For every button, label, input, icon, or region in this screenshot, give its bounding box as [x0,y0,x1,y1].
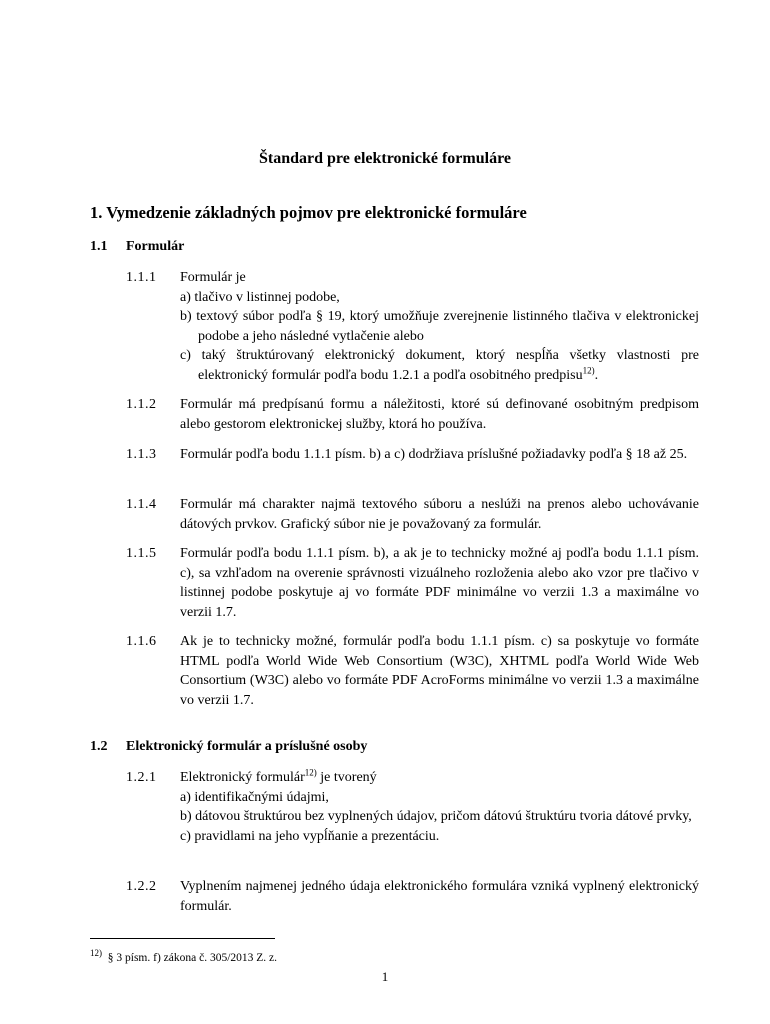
footnote-text: § 3 písm. f) zákona č. 305/2013 Z. z. [107,952,278,964]
footnote-separator [90,938,275,939]
subsection-title: Elektronický formulár a príslušné osoby [126,739,368,754]
subsection-heading-1-1 [90,239,690,259]
paragraph-text: Formulár má charakter najmä textového súboru a neslúži na prenos alebo uchovávanie dátových prvkov. Grafický súbor nie je považovaný za formulár. [180,497,699,532]
paragraph-number: 1.2.2 [126,879,157,894]
paragraph-1-2-2 [126,877,699,916]
footnote-reference[interactable]: 12) [582,364,595,375]
paragraph-1-1-4 [126,495,699,534]
subsection-title: Formulár [126,239,185,254]
list-item [180,346,699,385]
paragraph-text: Formulár podľa bodu 1.1.1 písm. b) a c) dodržiava príslušné požiadavky podľa § 18 až 25. [180,447,688,462]
paragraph-text: Ak je to technicky možné, formulár podľa bodu 1.1.1 písm. c) sa poskytuje vo formáte HTML podľa World Wide Web Consortium (W3C), XHTML podľa World Wide Web Consortium (W3C) alebo vo formáte PDF AcroForms minimálne vo verzii 1.3 a maximálne vo verzii 1.7. [180,634,699,708]
lead-text: Elektronický formulár [180,770,305,785]
paragraph-1-1-6 [126,632,699,710]
paragraph-number: 1.1.1 [126,270,157,285]
paragraph-1-1-2 [126,395,699,434]
paragraph-number: 1.1.2 [126,397,157,412]
list-item: b) dátovou štruktúrou bez vyplnených údajov, pričom dátovú štruktúru tvoria dátové prvky, [180,809,692,824]
page-number: 1 [381,969,389,984]
paragraph-number: 1.1.3 [126,447,157,462]
list-item: a) identifikačnými údajmi, [180,789,329,805]
paragraph-number: 1.1.4 [126,497,157,512]
paragraph-text: Formulár má predpísanú formu a náležitosti, ktoré sú definované osobitným predpisom alebo gestorom elektronickej služby, ktorá ho používa. [180,397,699,432]
footnote-reference[interactable]: 12) [304,767,317,778]
list-item: a) tlačivo v listinnej podobe, [180,289,340,305]
paragraph-1-1-5 [126,544,699,622]
lead-text-end: je tvorený [316,770,377,785]
paragraph-1-1-3 [126,445,699,465]
subsection-heading-1-2 [90,739,690,759]
footnote [90,948,278,964]
paragraph-lead: Formulár je [180,270,246,285]
paragraph-1-2-1 [126,768,699,846]
document-title: Štandard pre elektronické formuláre [259,150,511,167]
paragraph-text: Vyplnením najmenej jedného údaja elektronického formulára vzniká vyplnený elektronický formulár. [180,879,699,914]
list-item: c) pravidlami na jeho vypĺňanie a prezentáciu. [180,828,440,844]
paragraph-text: Formulár podľa bodu 1.1.1 písm. b), a ak je to technicky možné aj podľa bodu 1.1.1 písm. c), sa vzhľadom na overenie správnosti vizuálneho rozloženia alebo ako vzor pre tlačivo v listinnej podobe poskytuje aj vo formáte PDF minimálne vo verzii 1.3 a maximálne vo verzii 1.7. [180,546,699,620]
list-item: b) textový súbor podľa § 19, ktorý umožňuje zverejnenie listinného tlačiva v elektronickej podobe a jeho následné vytlačenie alebo [180,309,699,344]
paragraph-1-1-1 [126,268,699,385]
subsection-number: 1.2 [90,739,108,754]
paragraph-number: 1.2.1 [126,770,157,785]
section-heading-1: 1. Vymedzenie základných pojmov pre elektronické formuláre [90,203,527,222]
subsection-number: 1.1 [90,239,108,254]
list-item-end: . [594,367,599,383]
paragraph-number: 1.1.6 [126,634,157,649]
paragraph-lead [180,768,699,788]
paragraph-number: 1.1.5 [126,546,157,561]
footnote-marker: 12) [90,948,102,959]
list-item-text: c) taký štruktúrovaný elektronický dokument, ktorý nespĺňa všetky vlastnosti pre elektronický formulár podľa bodu 1.2.1 a podľa osobitného predpisu [180,348,699,383]
